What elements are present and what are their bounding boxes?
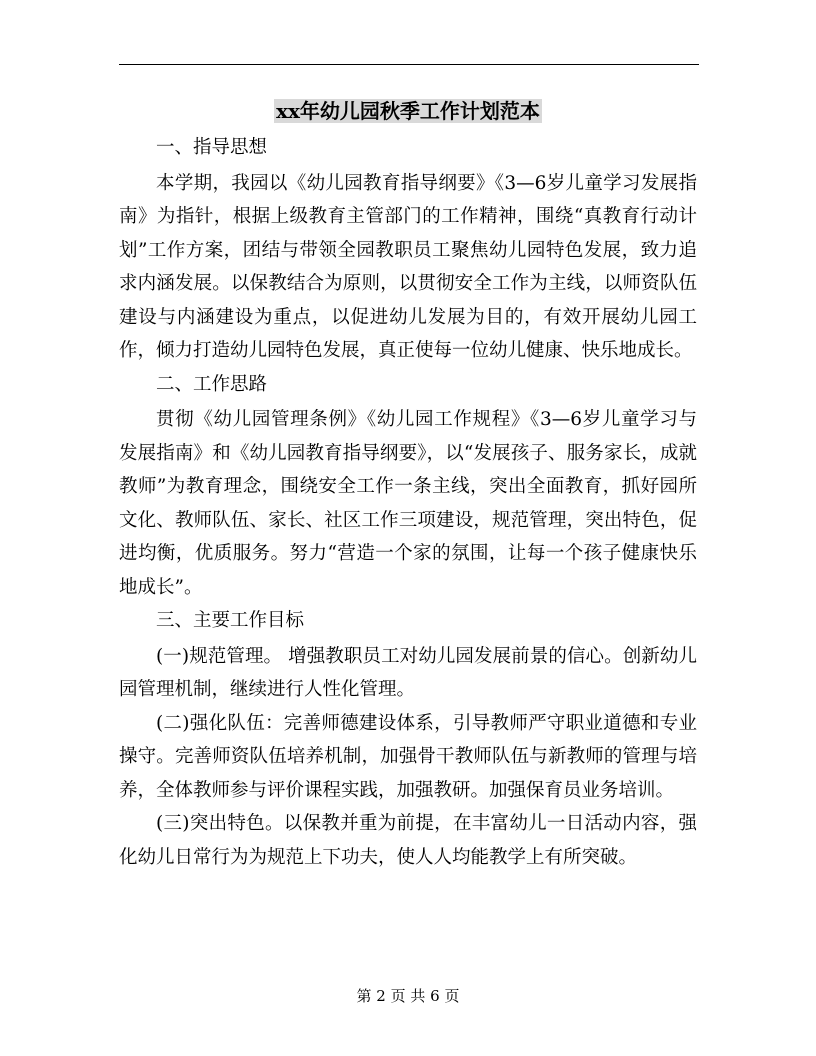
document-body: [119, 95, 697, 874]
section-heading: 一、指导思想: [156, 137, 268, 158]
section-paragraph: (二)强化队伍：完善师德建设体系，引导教师严守职业道德和专业操守。完善师资队伍培养机制，加强骨干教师队伍与新教师的管理与培养，全体教师参与评价课程实践，加强教研。加强保育员业务培训。: [119, 712, 697, 801]
section-heading: 二、工作思路: [156, 373, 268, 395]
page-number: 第 2 页 共 6 页: [356, 987, 460, 1005]
section-paragraph: (一)规范管理。 增强教职员工对幼儿园发展前景的信心。创新幼儿园管理机制，继续进行人性化管理。: [119, 645, 697, 700]
section-paragraph: 贯彻《幼儿园管理条例》《幼儿园工作规程》《3—6岁儿童学习与发展指南》和《幼儿园教育指导纲要》，以“发展孩子、服务家长，成就教师”为教育理念，围绕安全工作一条主线，突出全面教育，抓好园所文化、教师队伍、家长、社区工作三项建设，规范管理，突出特色，促进均衡，优质服务。努力“营造一个家的氛围，让每一个孩子健康快乐地成长”。: [119, 409, 697, 598]
document-title: xx年幼儿园秋季工作计划范本: [276, 99, 540, 123]
header-rule: [119, 64, 699, 65]
section-heading: 三、主要工作目标: [156, 610, 305, 631]
section-paragraph: (三)突出特色。以保教并重为前提，在丰富幼儿一日活动内容，强化幼儿日常行为为规范上下功夫，使人人均能教学上有所突破。: [119, 813, 697, 868]
section-paragraph: 本学期，我园以《幼儿园教育指导纲要》《3—6岁儿童学习发展指南》为指针，根据上级教育主管部门的工作精神，围绕“真教育行动计划”工作方案，团结与带领全园教职员工聚焦幼儿园特色发展，致力追求内涵发展。以保教结合为原则，以贯彻安全工作为主线，以师资队伍建设与内涵建设为重点，以促进幼儿发展为目的，有效开展幼儿园工作，倾力打造幼儿园特色发展，真正使每一位幼儿健康、快乐地成长。: [119, 172, 697, 361]
